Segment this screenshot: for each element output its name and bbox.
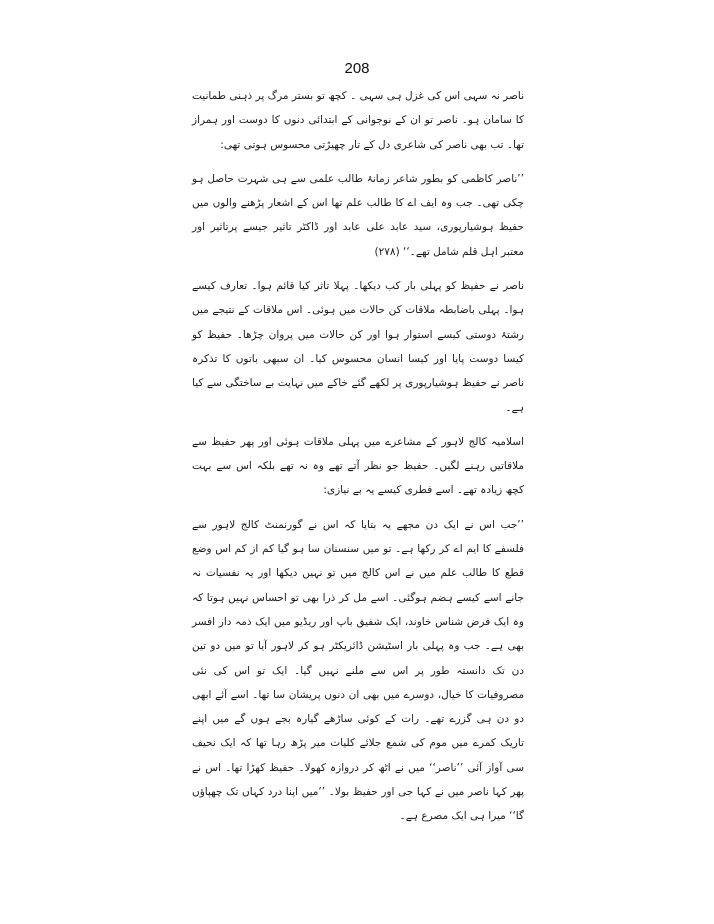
paragraph-2: ناصر نے حفیظ کو پہلی بار کب دیکھا۔ پہلا تاثر کیا قائم ہوا۔ تعارف کیسے ہوا۔ پہلی باضابطہ ملاقات کن حالات میں ہوئی۔ اس ملاقات کے نتیجے میں رشتۂ دوستی کیسے استوار ہوا اور کن حالات میں پروان چڑھا۔ حفیظ کو کیسا دوست پایا اور کیسا انسان محسوس کیا۔ ان سبھی باتوں کا تذکرہ ناصر نے حفیظ ہوشیارپوری پر لکھے گئے خاکے میں نہایت بے ساختگی سے کیا ہے۔ [192,280,524,414]
quote-paragraph-2: ’’جب اس نے ایک دن مجھے یہ بتایا کہ اس نے گورنمنٹ کالج لاہور سے فلسفے کا ایم اے کر رکھا ہے۔ تو میں سنسنان سا ہو گیا کم از کم اس وضع قطع کا طالب علم میں نے اس کالج میں تو نہیں دیکھا اور یہ نفسیات نہ جانے اسے کیسے ہضم ہوگئی۔ اسے مل کر ذرا بھی تو احساس نہیں ہوتا کہ وہ ایک فرض شناس خاوند، ایک شفیق باپ اور ریڈیو میں ایک ذمہ دار افسر بھی ہے۔ جب وہ پہلی بار اسٹیشن ڈائریکٹر ہو کر لاہور آیا تو میں دو تین دن تک دانستہ طور پر اس سے ملنے نہیں گیا۔ ایک تو اس کی نئی مصروفیات کا خیال، دوسرے میں بھی ان دنوں پریشان سا تھا۔ اسے آئے ابھی دو دن ہی گزرے تھے۔ رات کے کوئی ساڑھے گیارہ بجے ہوں گے میں اپنے تاریک کمرے میں موم کی شمع جلائے کلیات میر پڑھ رہا تھا کہ ایک نحیف سی آواز آئی ’’ناصر‘‘ میں نے اٹھ کر دروازہ کھولا۔ حفیظ کھڑا تھا۔ اس نے پھر کہا ناصر میں نے کہا جی اور حفیظ بولا۔ ’’میں اپنا درد کہاں تک چھپاؤں گا‘‘ میرا ہی ایک مصرع ہے۔ [192,518,524,823]
paragraph-1: ناصر نہ سہی اس کی غزل ہی سہی ۔ کچھ تو بستر مرگ پر ذہنی طمانیت کا سامان ہو۔ ناصر تو ان کے نوجوانی کے ابتدائی دنوں کا دوست اور ہمراز تھا۔ تب بھی ناصر کی شاعری دل کے تار چھیڑتی محسوس ہوتی تھی: [192,90,524,151]
quote-paragraph-1: ’’ناصر کاظمی کو بطور شاعر زمانۂ طالب علمی سے ہی شہرت حاصل ہو چکی تھی۔ جب وہ ایف اے کا طالب علم تھا اس کے اشعار پڑھنے والوں میں حفیظ ہوشیارپوری، سید عابد علی عابد اور ڈاکٹر تاثیر جیسے پرتاثیر اور معتبر اہل قلم شامل تھے۔‘‘ (۲۷۸) [192,172,524,258]
paragraph-3: اسلامیہ کالج لاہور کے مشاعرے میں پہلی ملاقات ہوئی اور پھر حفیظ سے ملاقاتیں رہنے لگیں۔ حفیظ جو نظر آتے تھے وہ نہ تھے بلکہ اس سے بہت کچھ زیادہ تھے۔ اسے فطری کیسے یہ بے نیازی: [192,435,524,497]
body-text [192,84,524,829]
page-number: 208 [344,60,370,77]
